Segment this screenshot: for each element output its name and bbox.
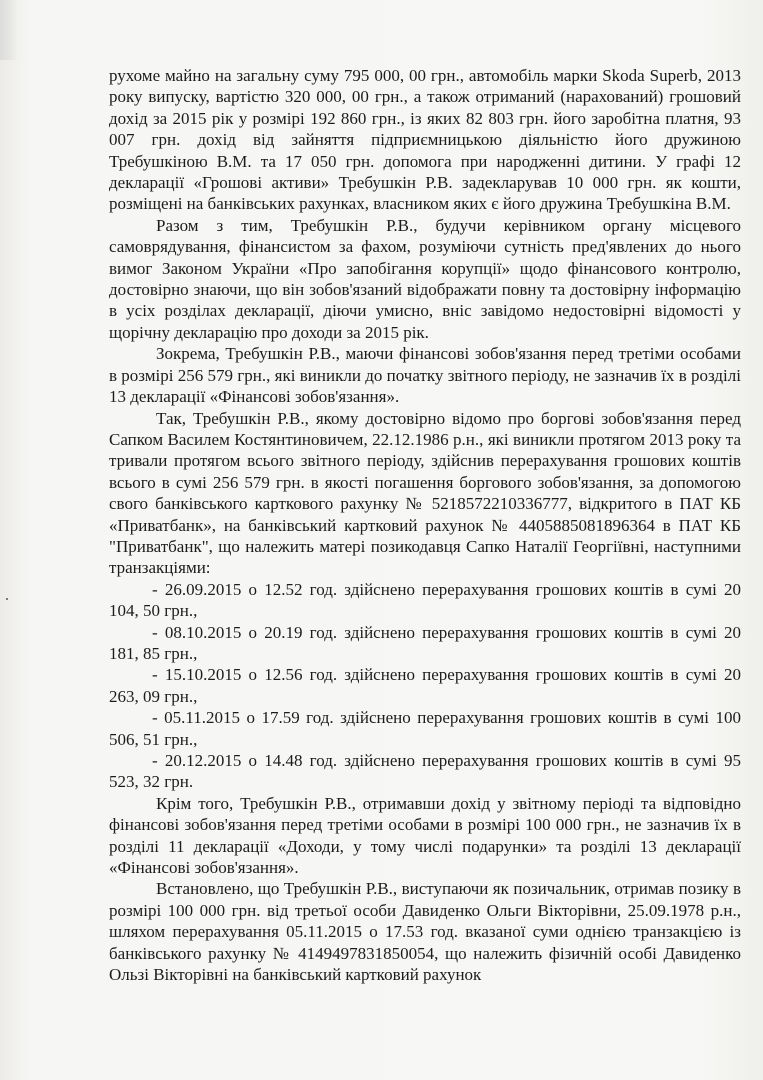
document-body (109, 65, 741, 985)
paragraph-additional-income: Крім того, Требушкін Р.В., отримавши дохід у звітному періоді та відповідно фінансові зобов'язання перед третіми особами в розмірі 100 000 грн., не зазначив їх в розділі 11 декларації «Доходи, у тому числі подарунки» та розділі 13 декларації «Фінансові зобов'язання». (109, 793, 741, 878)
paragraph-obligations: Зокрема, Требушкін Р.В., маючи фінансові зобов'язання перед третіми особами в розмірі 256 579 грн., які виникли до початку звітного періоду, не зазначив їх в розділі 13 декларації «Фінансові зобов'язання». (109, 344, 741, 407)
scan-edge-shadow (0, 0, 18, 60)
paragraph-contrary: Разом з тим, Требушкін Р.В., будучи керівником органу місцевого самоврядування, фінансистом за фахом, розуміючи сутність пред'явлених до нього вимог Законом України «Про запобігання корупції» щодо фінансового контролю, достовірно знаючи, що він зобов'язаний відображати повну та достовірну інформацію в усіх розділах декларації, діючи умисно, вніс завідомо недостовірні відомості у щорічну декларацію про доходи за 2015 рік. (109, 215, 741, 342)
transaction-item: - 26.09.2015 о 12.52 год. здійснено перерахування грошових коштів в сумі 20 104, 50 грн., (109, 579, 741, 621)
transaction-item: - 05.11.2015 о 17.59 год. здійснено перерахування грошових коштів в сумі 100 506, 51 грн., (109, 708, 741, 749)
transaction-item: - 20.12.2015 о 14.48 год. здійснено перерахування грошових коштів в сумі 95 523, 32 грн. (109, 751, 741, 792)
paragraph-debt-details: Так, Требушкін Р.В., якому достовірно відомо про боргові зобов'язання перед Сапком Василем Костянтиновичем, 22.12.1986 р.н., які виникли протягом 2013 року та тривали протягом всього звітного періоду, здійснив перерахування грошових коштів всього в сумі 256 579 грн. в якості погашення боргового зобов'язання, за допомогою свого банківського карткового рахунку № 5218572210336777, відкритого в ПАТ КБ «Приватбанк», на банківський картковий рахунок № 4405885081896364 в ПАТ КБ "Приватбанк", що належить матері позикодавця Сапко Наталії Георгіївні, наступними транзакціями: (109, 408, 741, 578)
paragraph-continuation: рухоме майно на загальну суму 795 000, 00 грн., автомобіль марки Skoda Superb, 2013 року випуску, вартістю 320 000, 00 грн., а також отриманий (нарахований) грошовий дохід за 2015 рік у розмірі 192 860 грн., із яких 82 803 грн. його заробітна платня, 93 007 грн. дохід від зайняття підприємницькою діяльністю його дружиною Требушкіною В.М. та 17 050 грн. допомога при народженні дитини. У графі 12 декларації «Грошові активи» Требушкін Р.В. задекларував 10 000 грн. як кошти, розміщені на банківських рахунках, власником яких є його дружина Требушкіна В.М. (109, 66, 741, 214)
paragraph-loan-established: Встановлено, що Требушкін Р.В., виступаючи як позичальник, отримав позику в розмірі 100 000 грн. від третьої особи Давиденко Ольги Вікторівни, 25.09.1978 р.н., шляхом перерахування 05.11.2015 о 17.53 год. вказаної суми однією транзакцією із банківського рахунку № 4149497831850054, що належить фізичній особі Давиденко Ользі Вікторівні на банківський картковий рахунок (109, 879, 741, 985)
scan-speck (6, 598, 8, 600)
transaction-item: - 15.10.2015 о 12.56 год. здійснено перерахування грошових коштів в сумі 20 263, 09 грн., (109, 665, 741, 706)
transaction-item: - 08.10.2015 о 20.19 год. здійснено перерахування грошових коштів в сумі 20 181, 85 грн., (109, 622, 741, 663)
